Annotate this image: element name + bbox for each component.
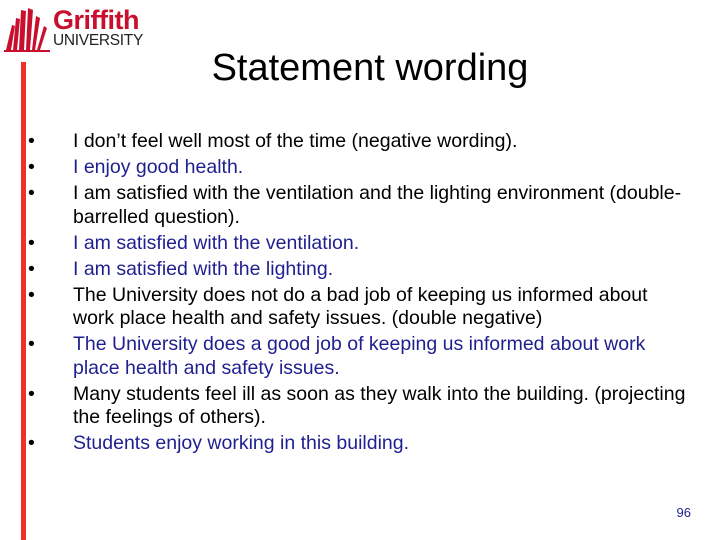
bullet-text: I am satisfied with the ventilation.: [73, 231, 360, 254]
bullet-item: [28, 156, 693, 180]
bullet-text: Many students feel ill as soon as they walk into the building. (projecting the feelings of others).: [73, 382, 686, 429]
bullet-text: The University does not do a bad job of keeping us informed about work place health and safety issues. (double negative): [73, 283, 648, 330]
page-number: 96: [676, 505, 691, 520]
bullet-item: [28, 258, 693, 282]
bullet-item: [28, 383, 693, 430]
flame-crest-icon: [2, 4, 52, 52]
bullet-list: [28, 130, 693, 458]
bullet-text: Students enjoy working in this building.: [73, 432, 410, 455]
bullet-text: I am satisfied with the lighting.: [73, 257, 334, 280]
accent-bar: [21, 62, 26, 540]
bullet-item: [28, 182, 693, 229]
bullet-item: [28, 284, 693, 331]
bullet-item: [28, 232, 693, 256]
bullet-text: I don’t feel well most of the time (negative wording).: [73, 130, 518, 152]
logo-subtitle: UNIVERSITY: [53, 32, 144, 49]
slide-title: Statement wording: [211, 47, 529, 89]
logo-name: Griffith: [53, 5, 139, 35]
bullet-item: [28, 432, 693, 456]
bullet-item: [28, 130, 693, 154]
bullet-item: [28, 333, 693, 380]
bullet-text: I am satisfied with the ventilation and the lighting environment (double-barrelled question).: [73, 181, 682, 228]
bullet-text: The University does a good job of keeping us informed about work place health and safety issues.: [73, 333, 646, 379]
bullet-text: I enjoy good health.: [73, 155, 244, 178]
